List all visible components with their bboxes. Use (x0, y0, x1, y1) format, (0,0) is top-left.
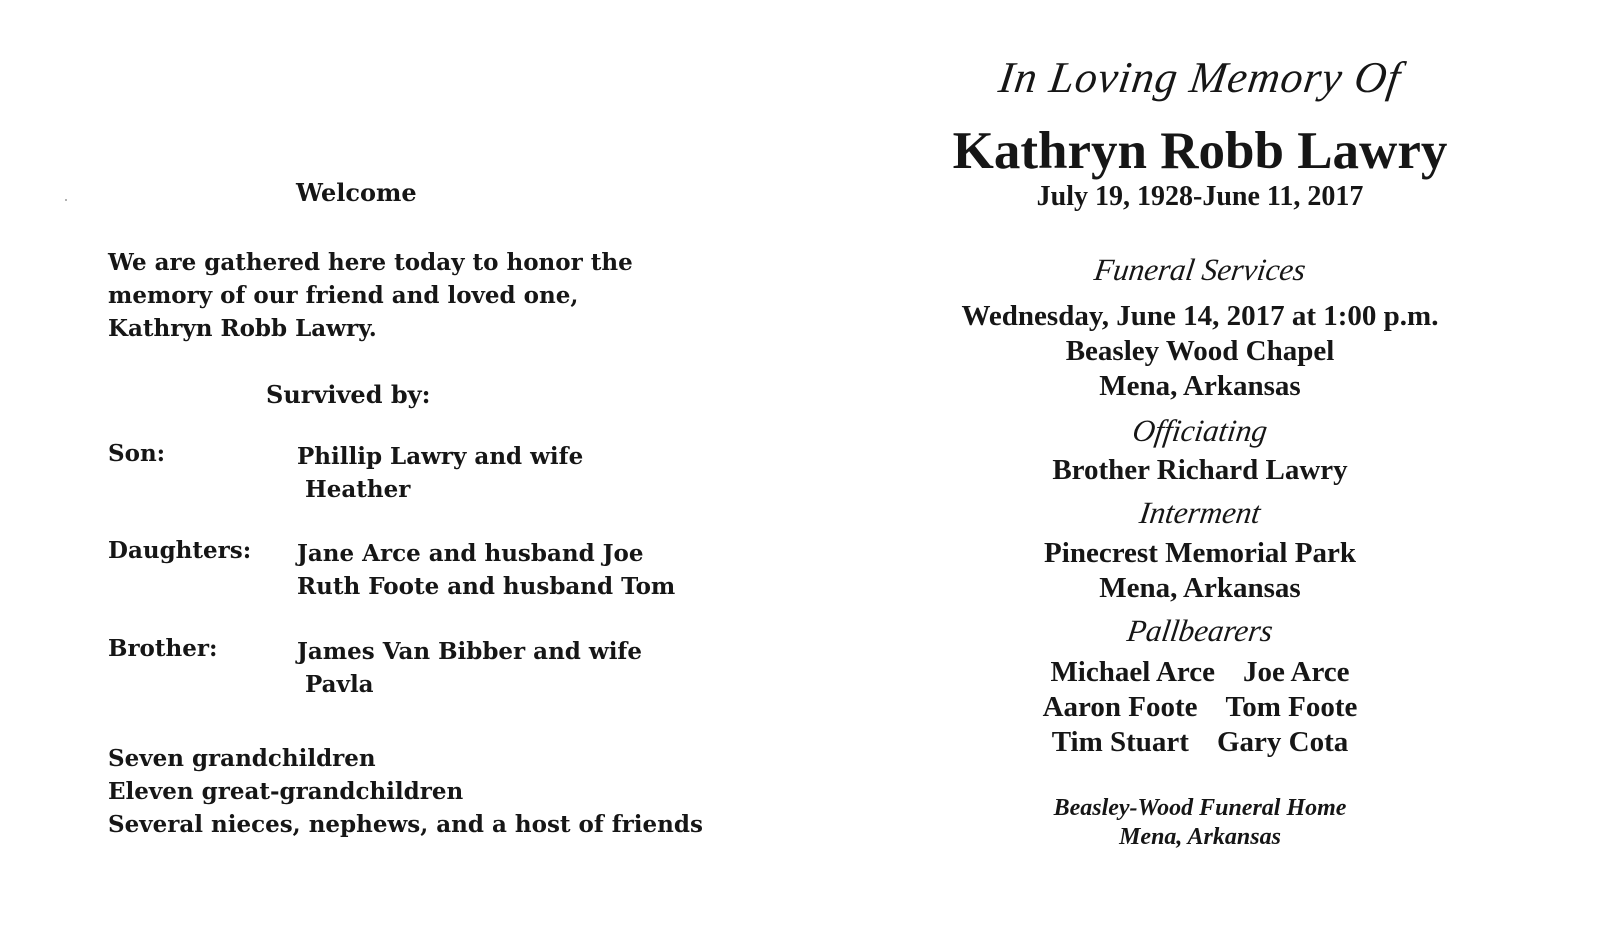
interment-location: Pinecrest Memorial Park (1044, 537, 1356, 569)
officiant-name: Brother Richard Lawry (1052, 454, 1348, 486)
pallbearers-row (800, 691, 1600, 724)
relative-names-daughters (297, 537, 675, 603)
memorial-script-title: In Loving Memory Of (995, 53, 1405, 102)
relative-label-brother: Brother: (108, 635, 218, 662)
welcome-heading: Welcome (296, 178, 417, 207)
relative-name-line: Pavla (305, 671, 374, 698)
funeral-home-name: Beasley-Wood Funeral Home (1053, 795, 1347, 821)
pallbearer-name: Aaron Foote (1042, 691, 1198, 723)
welcome-line: memory of our friend and loved one, (108, 282, 579, 309)
relative-name-line: Phillip Lawry and wife (297, 443, 584, 470)
relative-name-line: Ruth Foote and husband Tom (297, 573, 676, 600)
scan-speck (65, 199, 67, 201)
pallbearer-name: Tom Foote (1225, 691, 1358, 723)
funeral-services-heading: Funeral Services (1092, 252, 1308, 287)
service-datetime: Wednesday, June 14, 2017 at 1:00 p.m. (961, 300, 1439, 332)
right-panel (800, 0, 1600, 950)
funeral-home-city: Mena, Arkansas (1119, 824, 1281, 850)
life-dates: July 19, 1928-June 11, 2017 (1036, 181, 1364, 212)
survived-by-heading: Survived by: (266, 380, 431, 409)
pallbearer-name: Tim Stuart (1051, 726, 1189, 758)
service-city: Mena, Arkansas (1099, 370, 1301, 402)
service-location: Beasley Wood Chapel (1065, 335, 1335, 367)
additional-survivor-line: Eleven great-grandchildren (108, 778, 464, 805)
pallbearer-name: Michael Arce (1050, 656, 1215, 688)
pallbearer-name: Gary Cota (1216, 726, 1349, 758)
additional-survivor-line: Seven grandchildren (108, 745, 376, 772)
relative-name-line: Heather (305, 476, 411, 503)
pallbearer-name: Joe Arce (1242, 656, 1350, 688)
welcome-message (108, 246, 633, 345)
pallbearers-heading: Pallbearers (1124, 613, 1276, 648)
relative-name-line: James Van Bibber and wife (297, 638, 642, 665)
additional-survivors (108, 742, 703, 841)
interment-city: Mena, Arkansas (1099, 572, 1301, 604)
deceased-name: Kathryn Robb Lawry (952, 122, 1448, 180)
interment-heading: Interment (1137, 495, 1263, 530)
additional-survivor-line: Several nieces, nephews, and a host of friends (108, 811, 703, 838)
relative-label-son: Son: (108, 440, 166, 467)
officiating-heading: Officiating (1130, 413, 1270, 448)
pallbearers-row (800, 656, 1600, 689)
welcome-line: We are gathered here today to honor the (108, 249, 633, 276)
relative-name-line: Jane Arce and husband Joe (297, 540, 644, 567)
relative-label-daughters: Daughters: (108, 537, 252, 564)
welcome-line: Kathryn Robb Lawry. (108, 315, 377, 342)
relative-names-son (297, 440, 583, 506)
pallbearers-row (800, 726, 1600, 759)
relative-names-brother (297, 635, 642, 701)
